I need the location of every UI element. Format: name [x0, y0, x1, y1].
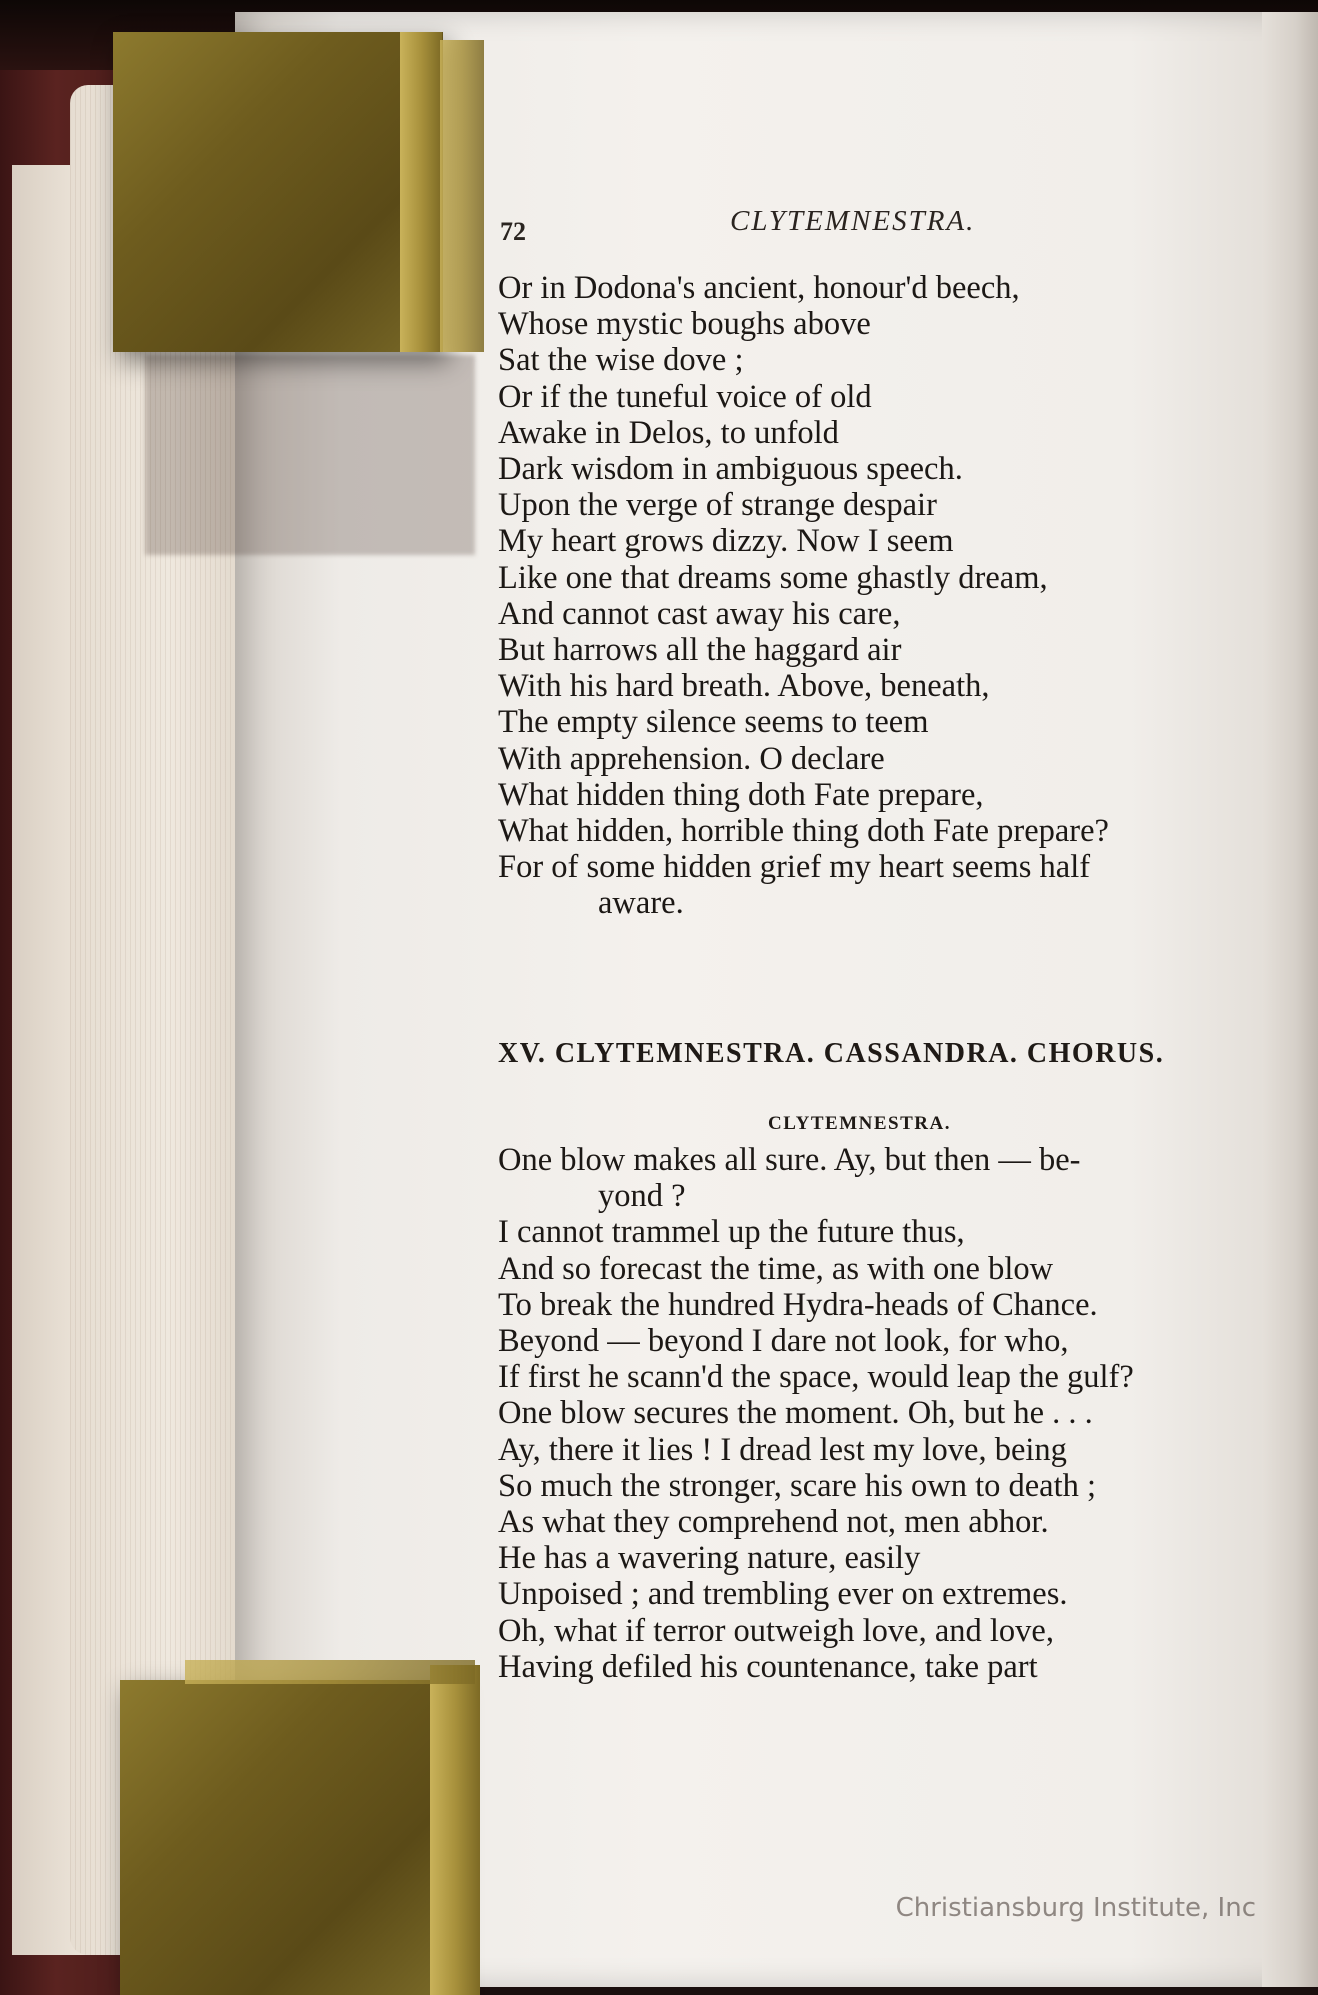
running-head	[500, 205, 1040, 245]
top-clamp-plate	[440, 40, 484, 352]
verse-line: To break the hundred Hydra-heads of Chance.	[498, 1286, 1098, 1323]
verse-line: What hidden thing doth Fate prepare,	[498, 776, 984, 813]
verse-line: Whose mystic boughs above	[498, 306, 871, 343]
verse-line: If first he scann'd the space, would leap the gulf?	[498, 1359, 1134, 1396]
page-number: 72	[500, 217, 526, 246]
top-clamp-edge	[400, 32, 442, 352]
page-right-edge	[1262, 12, 1318, 1987]
top-clamp-shadow	[145, 355, 475, 555]
verse-line: yond ?	[598, 1178, 686, 1215]
verse-line: I cannot trammel up the future thus,	[498, 1214, 965, 1251]
verse-line: Having defiled his countenance, take part	[498, 1648, 1038, 1685]
verse-line: My heart grows dizzy. Now I seem	[498, 523, 954, 560]
bottom-clamp-edge	[430, 1665, 480, 1995]
verse-line: What hidden, horrible thing doth Fate prepare?	[498, 813, 1109, 850]
verse-line: Awake in Delos, to unfold	[498, 414, 839, 451]
verse-line: aware.	[598, 885, 684, 922]
bottom-clamp-top-edge	[185, 1660, 475, 1684]
running-head-title: CLYTEMNESTRA.	[730, 205, 976, 237]
verse-line: With his hard breath. Above, beneath,	[498, 668, 990, 705]
second-passage	[498, 1142, 1134, 1685]
verse-line: One blow secures the moment. Oh, but he . . .	[498, 1395, 1093, 1432]
verse-line: As what they comprehend not, men abhor.	[498, 1504, 1049, 1541]
watermark: Christiansburg Institute, Inc	[895, 1893, 1256, 1923]
verse-line: With apprehension. O declare	[498, 740, 885, 777]
verse-line: Dark wisdom in ambiguous speech.	[498, 451, 963, 488]
first-passage	[498, 270, 1109, 922]
verse-line: And cannot cast away his care,	[498, 595, 901, 632]
verse-line: The empty silence seems to teem	[498, 704, 929, 741]
verse-line: One blow makes all sure. Ay, but then — be-	[498, 1142, 1081, 1178]
verse-line: But harrows all the haggard air	[498, 632, 902, 669]
verse-line: Ay, there it lies ! I dread lest my love, being	[498, 1431, 1067, 1468]
verse-line: And so forecast the time, as with one blow	[498, 1250, 1054, 1287]
scene-heading: XV. CLYTEMNESTRA. CASSANDRA. CHORUS.	[498, 1038, 1165, 1069]
verse-line: Sat the wise dove ;	[498, 342, 744, 379]
verse-line: Like one that dreams some ghastly dream,	[498, 559, 1048, 596]
speaker-name: CLYTEMNESTRA.	[768, 1113, 951, 1134]
top-brass-clamp	[113, 32, 443, 352]
verse-line: Oh, what if terror outweigh love, and love,	[498, 1612, 1054, 1649]
verse-line: He has a wavering nature, easily	[498, 1540, 921, 1577]
verse-line: Unpoised ; and trembling ever on extremes.	[498, 1576, 1068, 1613]
verse-line: Upon the verge of strange despair	[498, 487, 937, 524]
bottom-brass-clamp	[120, 1680, 450, 1995]
verse-line: Or if the tuneful voice of old	[498, 378, 872, 415]
verse-line: For of some hidden grief my heart seems half	[498, 849, 1091, 886]
verse-line: So much the stronger, scare his own to death ;	[498, 1467, 1097, 1504]
verse-line: Or in Dodona's ancient, honour'd beech,	[498, 270, 1020, 306]
verse-line: Beyond — beyond I dare not look, for who,	[498, 1323, 1069, 1360]
